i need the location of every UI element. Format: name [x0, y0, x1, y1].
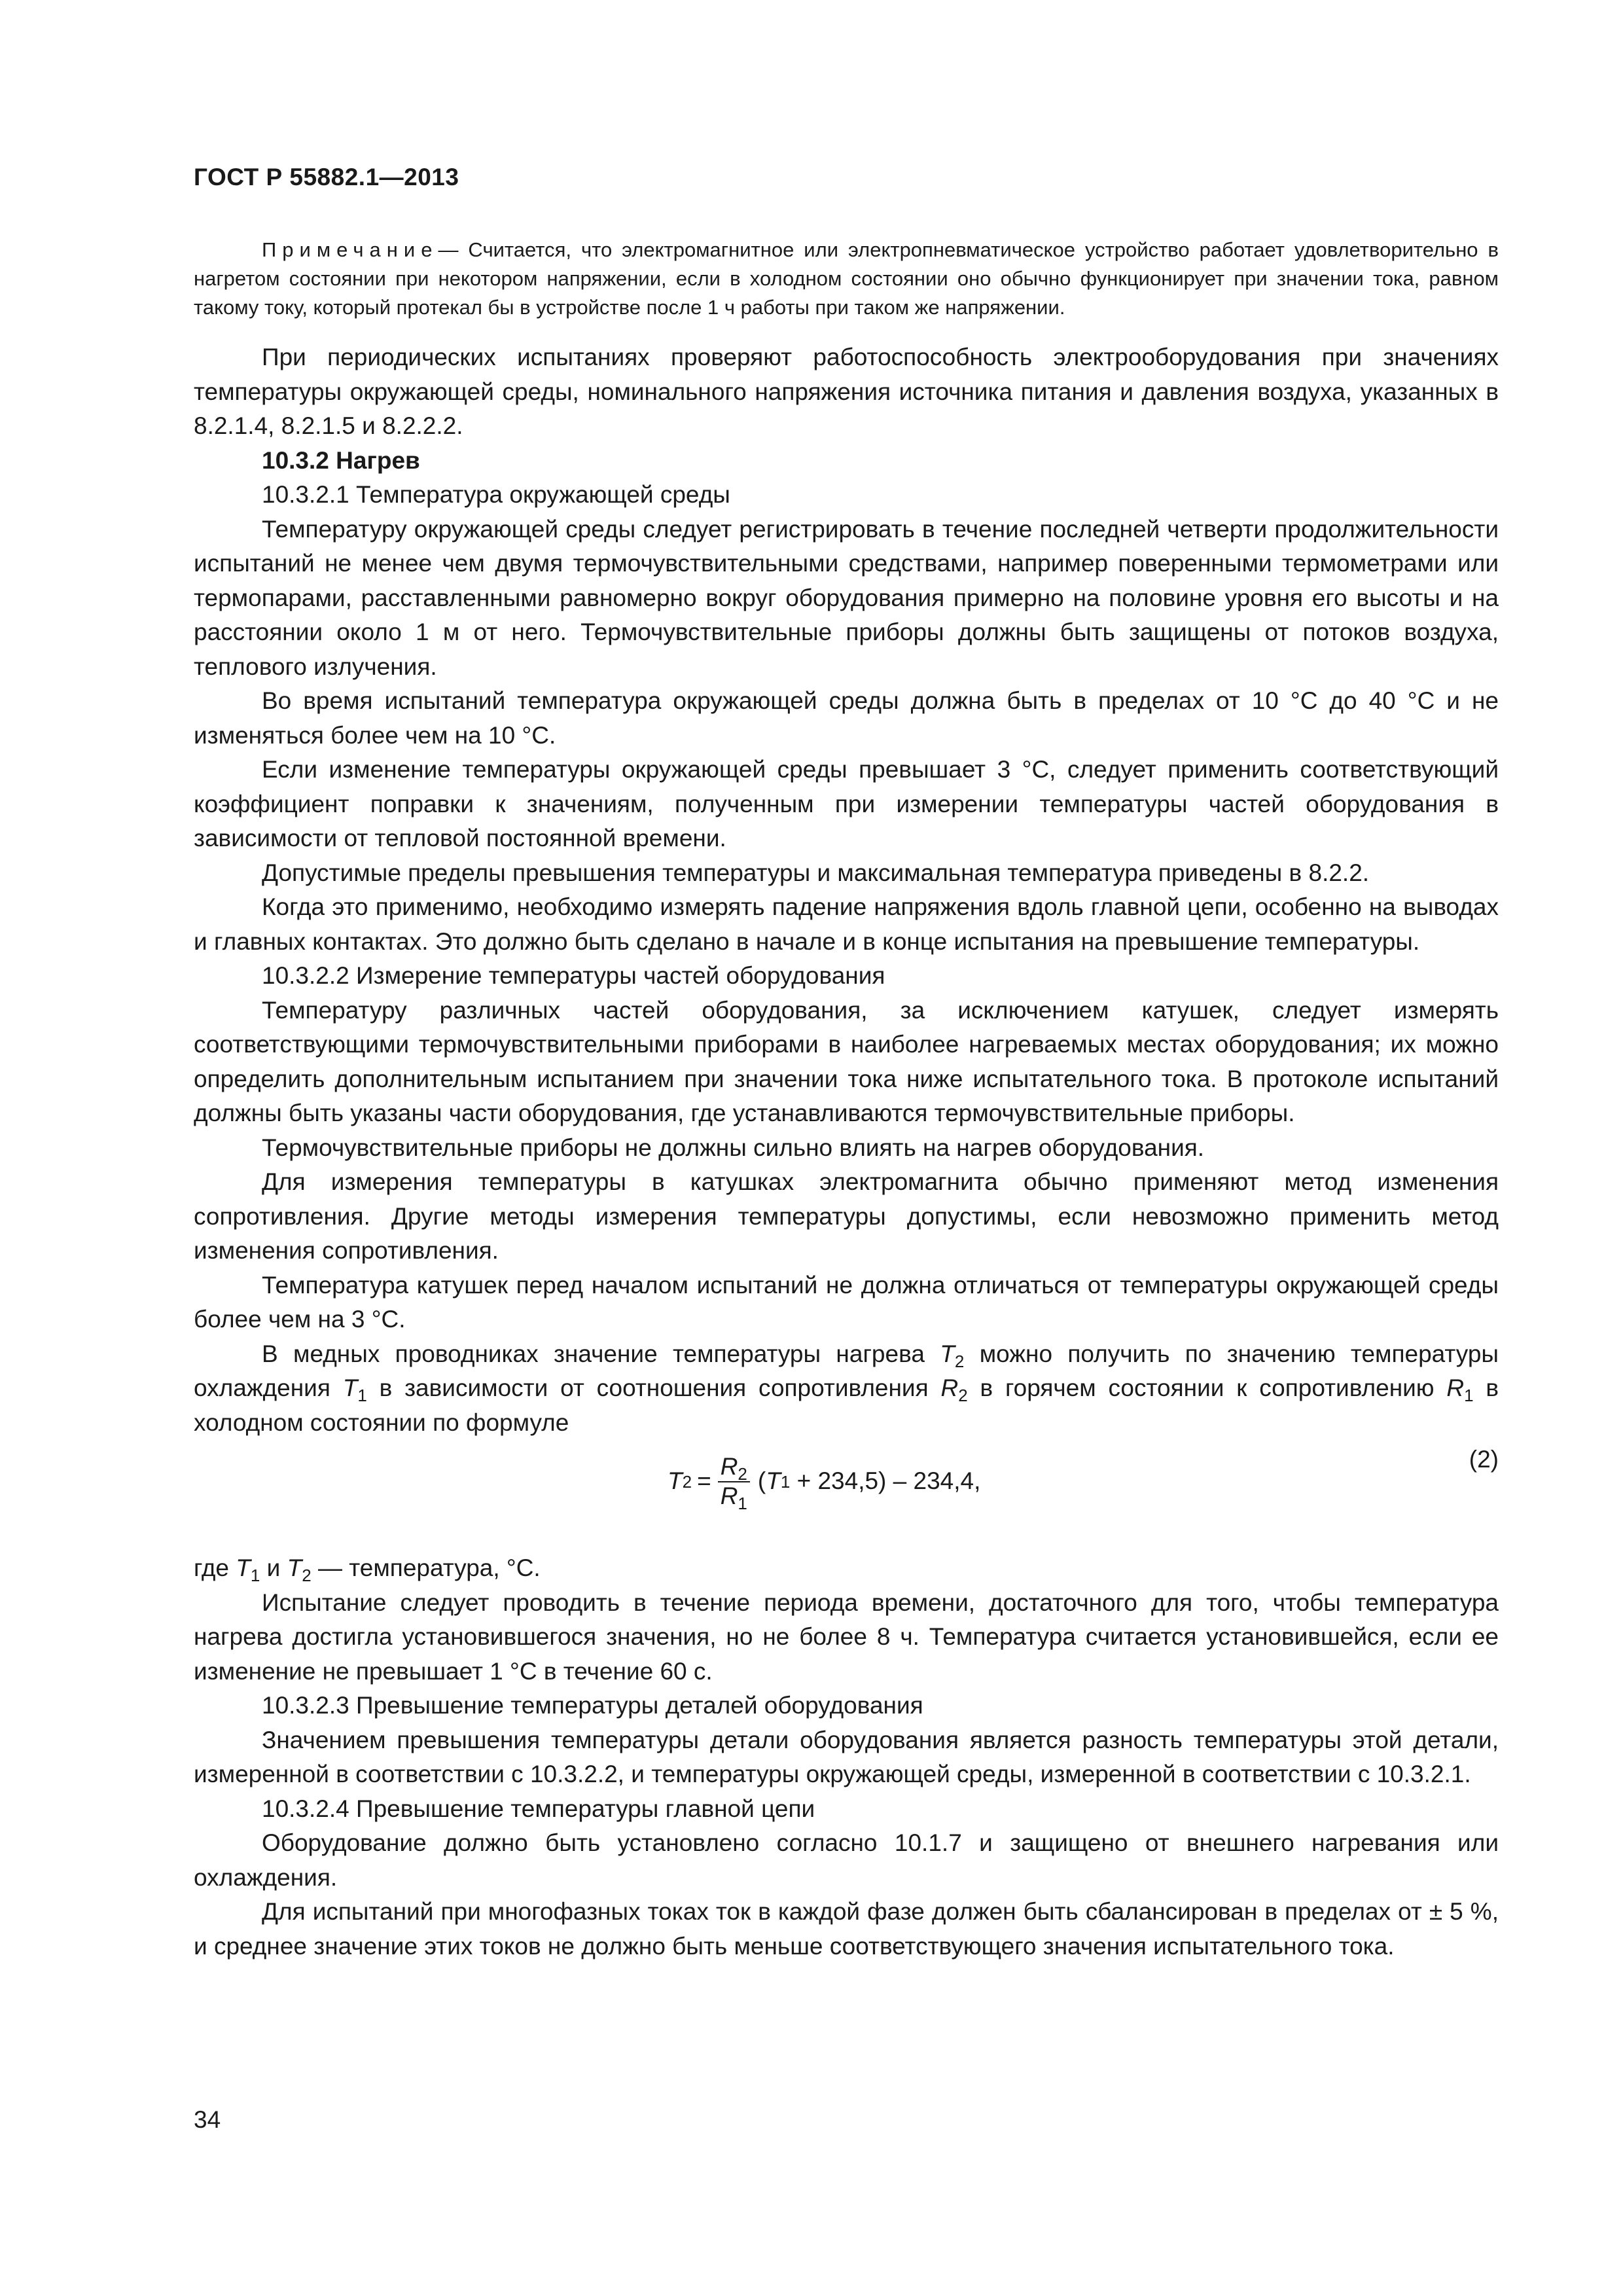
page-body: [194, 236, 1499, 1964]
paragraph: Оборудование должно быть установлено согласно 10.1.7 и защищено от внешнего нагревания или охлаждения.: [194, 1829, 1499, 1891]
formula-fraction: [718, 1453, 750, 1513]
note-block: [194, 236, 1499, 322]
note-label: Примечание: [262, 238, 438, 261]
paragraph-formula-intro: В медных проводниках значение температуры нагрева $T_2$ можно получить по значению температуры охлаждения $T_1$ в зависимости от соотношения сопротивления $R_2$ в горячем состоянии к сопротивлению $R_1$ в холодном состоянии по формуле: [194, 1340, 1499, 1436]
subsection-heading-10-3-2-1: 10.3.2.1 Температура окружающей среды: [262, 481, 730, 508]
paragraph: Допустимые пределы превышения температуры и максимальная температура приведены в 8.2.2.: [262, 859, 1370, 886]
paragraph: Температуру окружающей среды следует регистрировать в течение последней четверти продолжительности испытаний не менее чем двумя термочувствительными средствами, например поверенными термометрами или термопарами, расставленными равномерно вокруг оборудования примерно на половине уровня его высоты и на расстоянии около 1 м от него. Термочувствительные приборы должны быть защищены от потоков воздуха, теплового излучения.: [194, 515, 1499, 680]
section-heading-10-3-2: 10.3.2 Нагрев: [262, 446, 420, 474]
page-number: 34: [194, 2106, 221, 2133]
paragraph: Для измерения температуры в катушках электромагнита обычно применяют метод изменения сопротивления. Другие методы измерения температуры допустимы, если невозможно применить метод изменения сопротивления.: [194, 1168, 1499, 1264]
paragraph: Когда это применимо, необходимо измерять падение напряжения вдоль главной цепи, особенно на выводах и главных контактах. Это должно быть сделано в начале и в конце испытания на превышение температуры.: [194, 893, 1499, 955]
formula-legend: где $T_1$ и $T_2$ — температура, °С.: [194, 1554, 541, 1585]
paragraph: Если изменение температуры окружающей среды превышает 3 °С, следует применить соответствующий коэффициент поправки к значениям, полученным при измерении температуры частей оборудования в зависимости от тепловой постоянной времени.: [194, 756, 1499, 852]
paragraph: Температуру различных частей оборудования, за исключением катушек, следует измерять соответствующими термочувствительными приборами в наиболее нагреваемых местах оборудования; их можно определить дополнительным испытанием при значении тока ниже испытательного тока. В протоколе испытаний должны быть указаны части оборудования, где устанавливаются термочувствительные приборы.: [194, 996, 1499, 1126]
subsection-heading-10-3-2-2: 10.3.2.2 Измерение температуры частей оборудования: [262, 962, 885, 989]
paragraph: Во время испытаний температура окружающей среды должна быть в пределах от 10 °С до 40 °С и не изменяться более чем на 10 °С.: [194, 687, 1499, 749]
equation-number: (2): [1469, 1446, 1499, 1473]
paragraph: Температура катушек перед началом испытаний не должна отличаться от температуры окружающей среды более чем на 3 °С.: [194, 1271, 1499, 1333]
paragraph: Для испытаний при многофазных токах ток в каждой фазе должен быть сбалансирован в пределах от ± 5 %, и среднее значение этих токов не должно быть меньше соответствующего значения испытательного тока.: [194, 1898, 1499, 1960]
subsection-heading-10-3-2-3: 10.3.2.3 Превышение температуры деталей оборудования: [262, 1692, 923, 1719]
document-code-header: ГОСТ Р 55882.1—2013: [194, 164, 459, 190]
paragraph: При периодических испытаниях проверяют работоспособность электрооборудования при значениях температуры окружающей среды, номинального напряжения источника питания и давления воздуха, указанных в 8.2.1.4, 8.2.1.5 и 8.2.2.2.: [194, 344, 1499, 439]
fraction-denominator: $R_1$: [720, 1482, 747, 1513]
subsection-heading-10-3-2-4: 10.3.2.4 Превышение температуры главной цепи: [262, 1795, 815, 1822]
paragraph: Значением превышения температуры детали оборудования является разность температуры этой детали, измеренной в соответствии с 10.3.2.2, и температуры окружающей среды, измеренной в соответствии с 10.3.2.1.: [194, 1726, 1499, 1787]
formula-expression: T 2 = $\frac{R_2}{R_1}$ ( T 1 + 234,5) – 234,4,: [668, 1453, 981, 1513]
note-text: — Считается, что электромагнитное или электропневматическое устройство работает удовлетворительно в нагретом состоянии при некотором напряжении, если в холодном состоянии оно обычно функционирует при значении тока, равном такому току, который протекал бы в устройстве после 1 ч работы при таком же напряжении.: [194, 238, 1499, 319]
paragraph: Термочувствительные приборы не должны сильно влиять на нагрев оборудования.: [262, 1134, 1205, 1161]
formula-2: [194, 1443, 1499, 1547]
fraction-numerator: $R_2$: [718, 1453, 750, 1482]
paragraph: Испытание следует проводить в течение периода времени, достаточного для того, чтобы температура нагрева достигла установившегося значения, но не более 8 ч. Температура считается установившейся, если ее изменение не превышает 1 °С в течение 60 с.: [194, 1588, 1499, 1685]
